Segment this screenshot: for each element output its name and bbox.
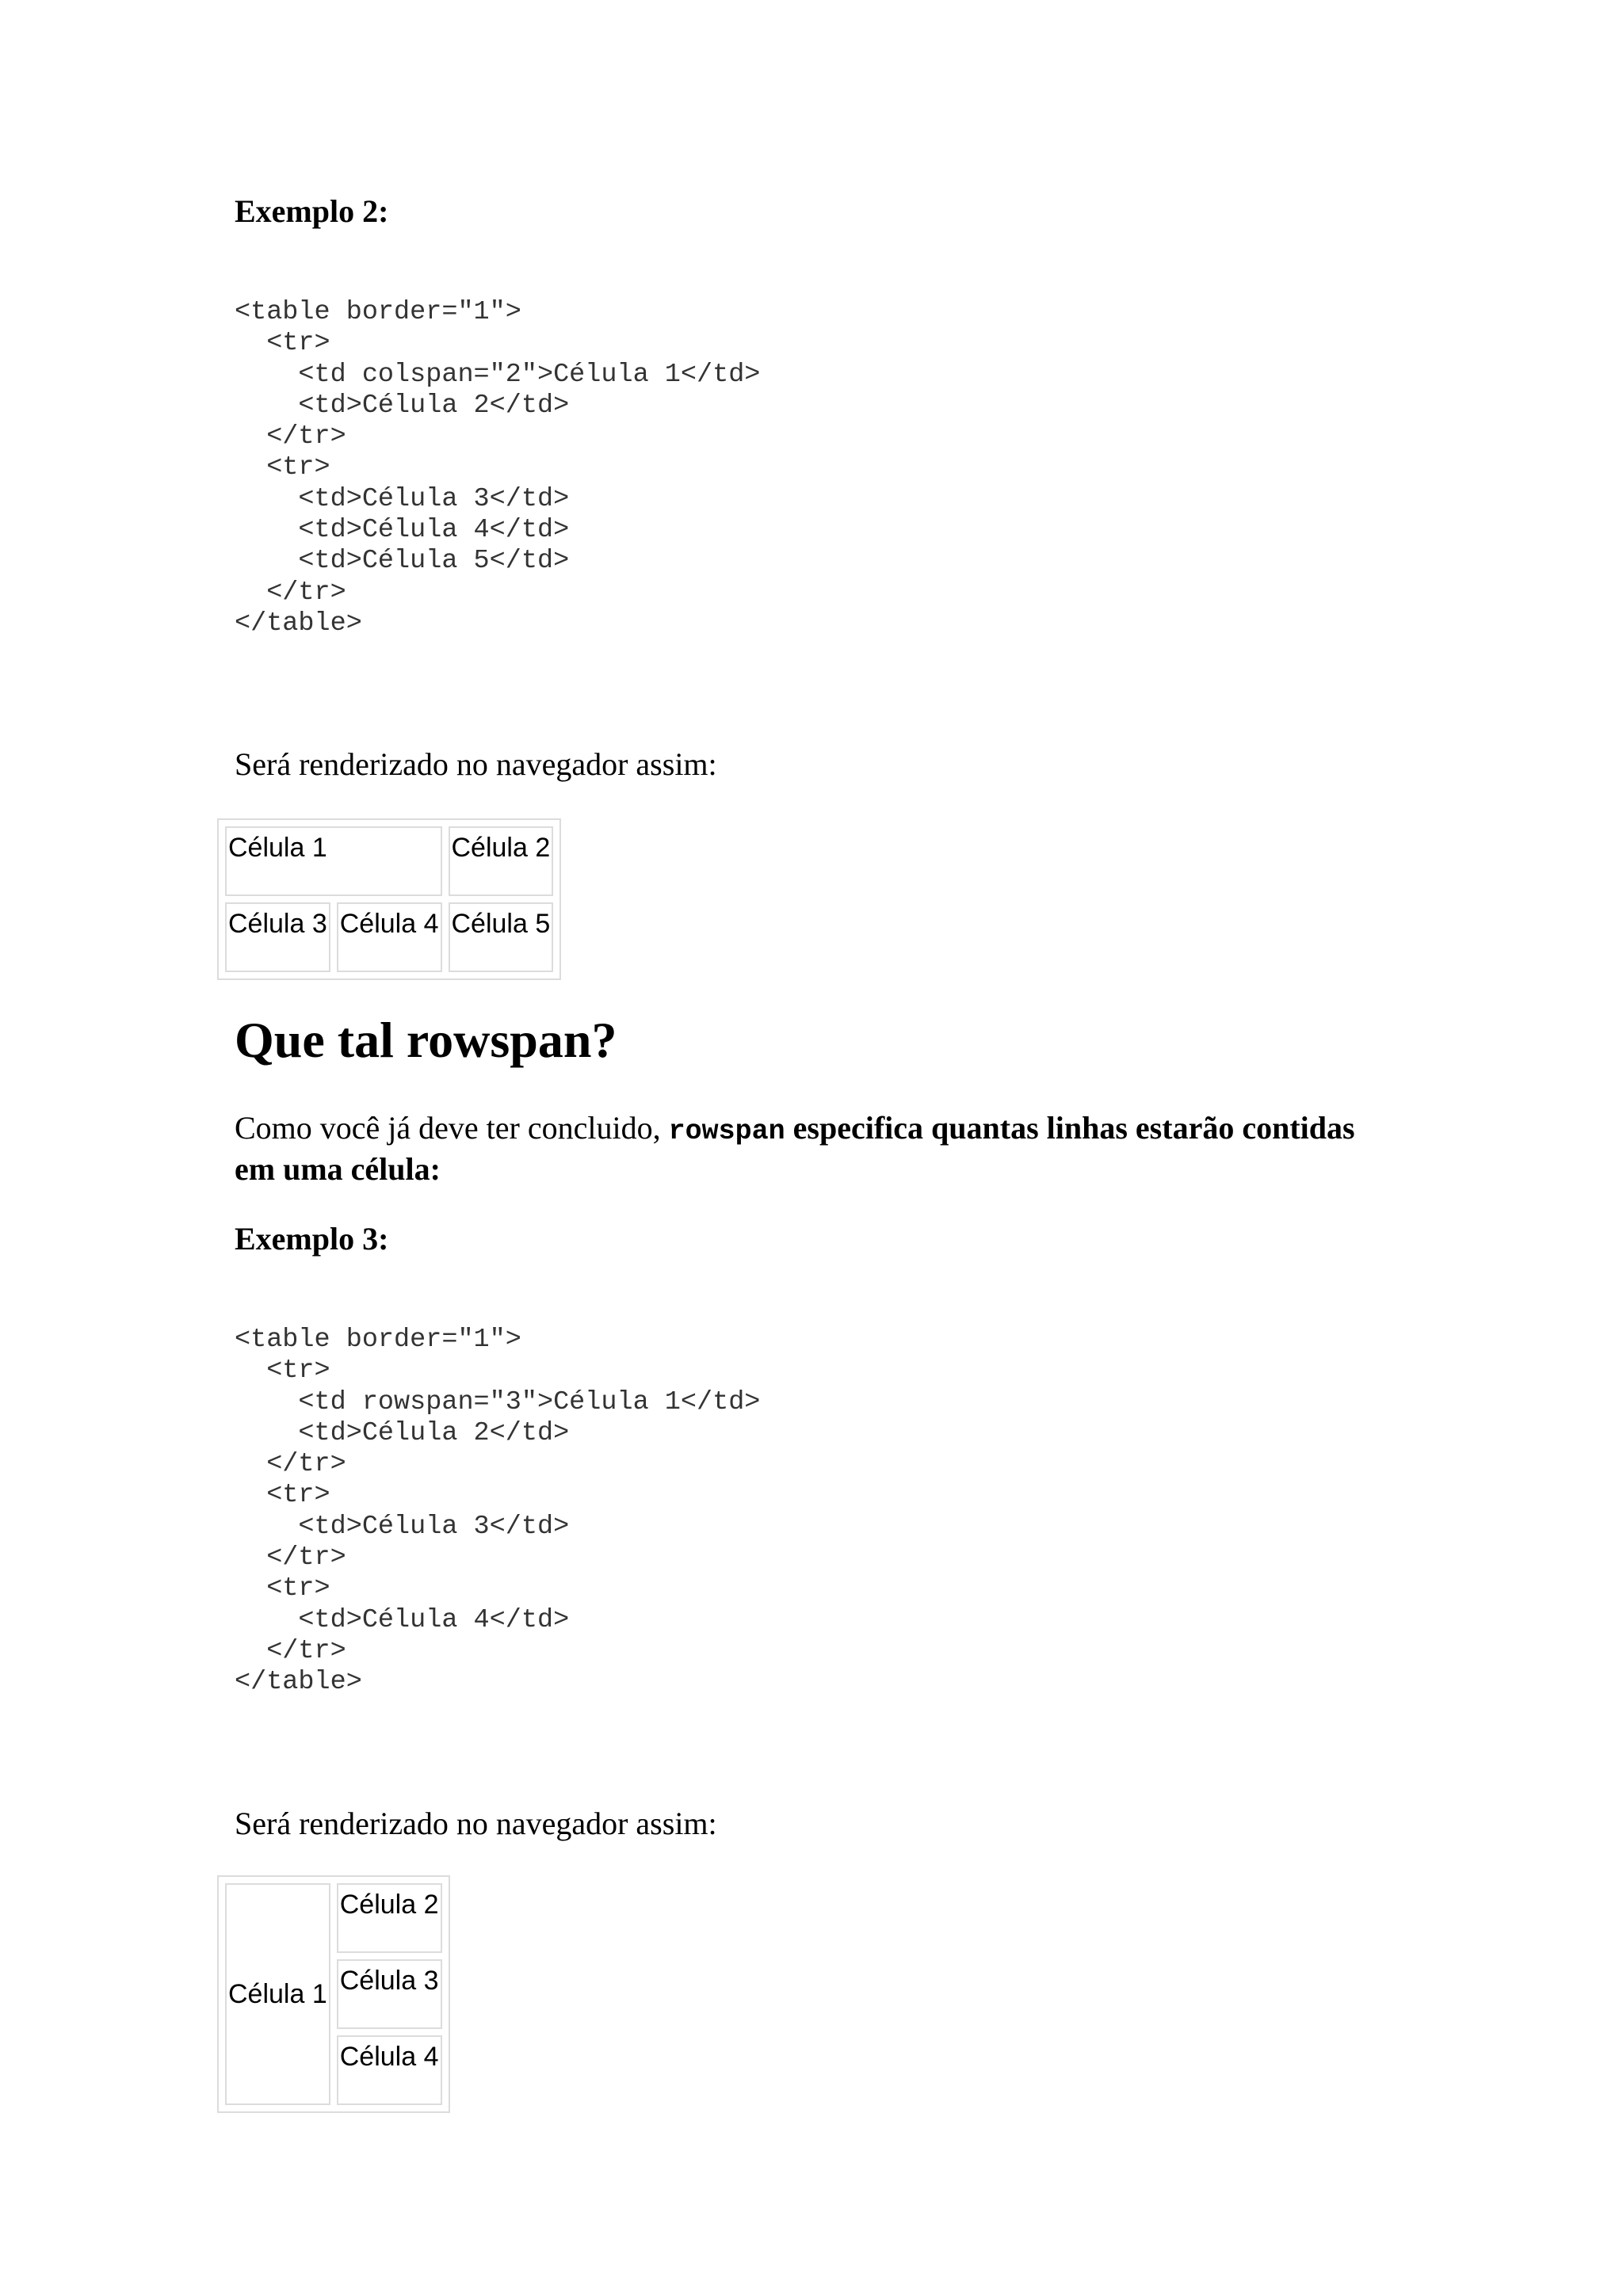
code-line: <td colspan="2">Célula 1</td> <box>235 359 761 390</box>
table-cell: Célula 5 <box>449 902 554 972</box>
rowspan-demo-table <box>217 1875 450 2113</box>
code-line: </tr> <box>235 577 346 608</box>
code-line: <td>Célula 5</td> <box>235 546 570 577</box>
intro-bold-text: especifica quantas linhas estarão contidas em uma célula: <box>235 1110 1355 1187</box>
example-3-code-block <box>235 1325 760 1699</box>
code-line: <td>Célula 4</td> <box>235 515 570 546</box>
rowspan-intro-paragraph <box>235 1109 1392 1188</box>
code-line: </tr> <box>235 421 346 452</box>
code-line: <tr> <box>235 452 330 483</box>
code-line: <tr> <box>235 1480 330 1511</box>
example-2-heading: Exemplo 2: <box>235 193 389 229</box>
rowspan-section-title: Que tal rowspan? <box>235 1012 617 1068</box>
table-cell: Célula 4 <box>337 902 442 972</box>
code-line: </tr> <box>235 1543 346 1573</box>
render-caption-1: Será renderizado no navegador assim: <box>235 746 717 782</box>
code-line: <td rowspan="3">Célula 1</td> <box>235 1386 761 1417</box>
table-cell: Célula 1 <box>225 1883 330 2105</box>
code-line: <td>Célula 4</td> <box>235 1604 570 1635</box>
code-line: <table border="1"> <box>235 297 521 327</box>
intro-code: rowspan <box>668 1116 785 1147</box>
example-2-code-block <box>235 297 760 639</box>
code-line: <td>Célula 3</td> <box>235 483 570 514</box>
code-line: </tr> <box>235 1635 346 1666</box>
table-cell: Célula 3 <box>337 1959 442 2029</box>
code-line: <table border="1"> <box>235 1325 521 1355</box>
render-caption-2: Será renderizado no navegador assim: <box>235 1806 717 1841</box>
code-line: </table> <box>235 1667 362 1698</box>
table-cell: Célula 2 <box>449 826 554 896</box>
table-cell: Célula 2 <box>337 1883 442 1953</box>
code-line: <tr> <box>235 1356 330 1386</box>
code-line: <tr> <box>235 328 330 359</box>
intro-text: Como você já deve ter concluido, <box>235 1110 669 1146</box>
code-line: <tr> <box>235 1573 330 1604</box>
table-cell: Célula 1 <box>225 826 442 896</box>
code-line: </table> <box>235 608 362 639</box>
table-cell: Célula 3 <box>225 902 330 972</box>
table-cell: Célula 4 <box>337 2035 442 2105</box>
code-line: <td>Célula 3</td> <box>235 1511 570 1542</box>
example-3-heading: Exemplo 3: <box>235 1221 389 1257</box>
code-line: <td>Célula 2</td> <box>235 1417 570 1448</box>
colspan-demo-table <box>217 818 561 980</box>
code-line: </tr> <box>235 1449 346 1480</box>
code-line: <td>Célula 2</td> <box>235 390 570 421</box>
